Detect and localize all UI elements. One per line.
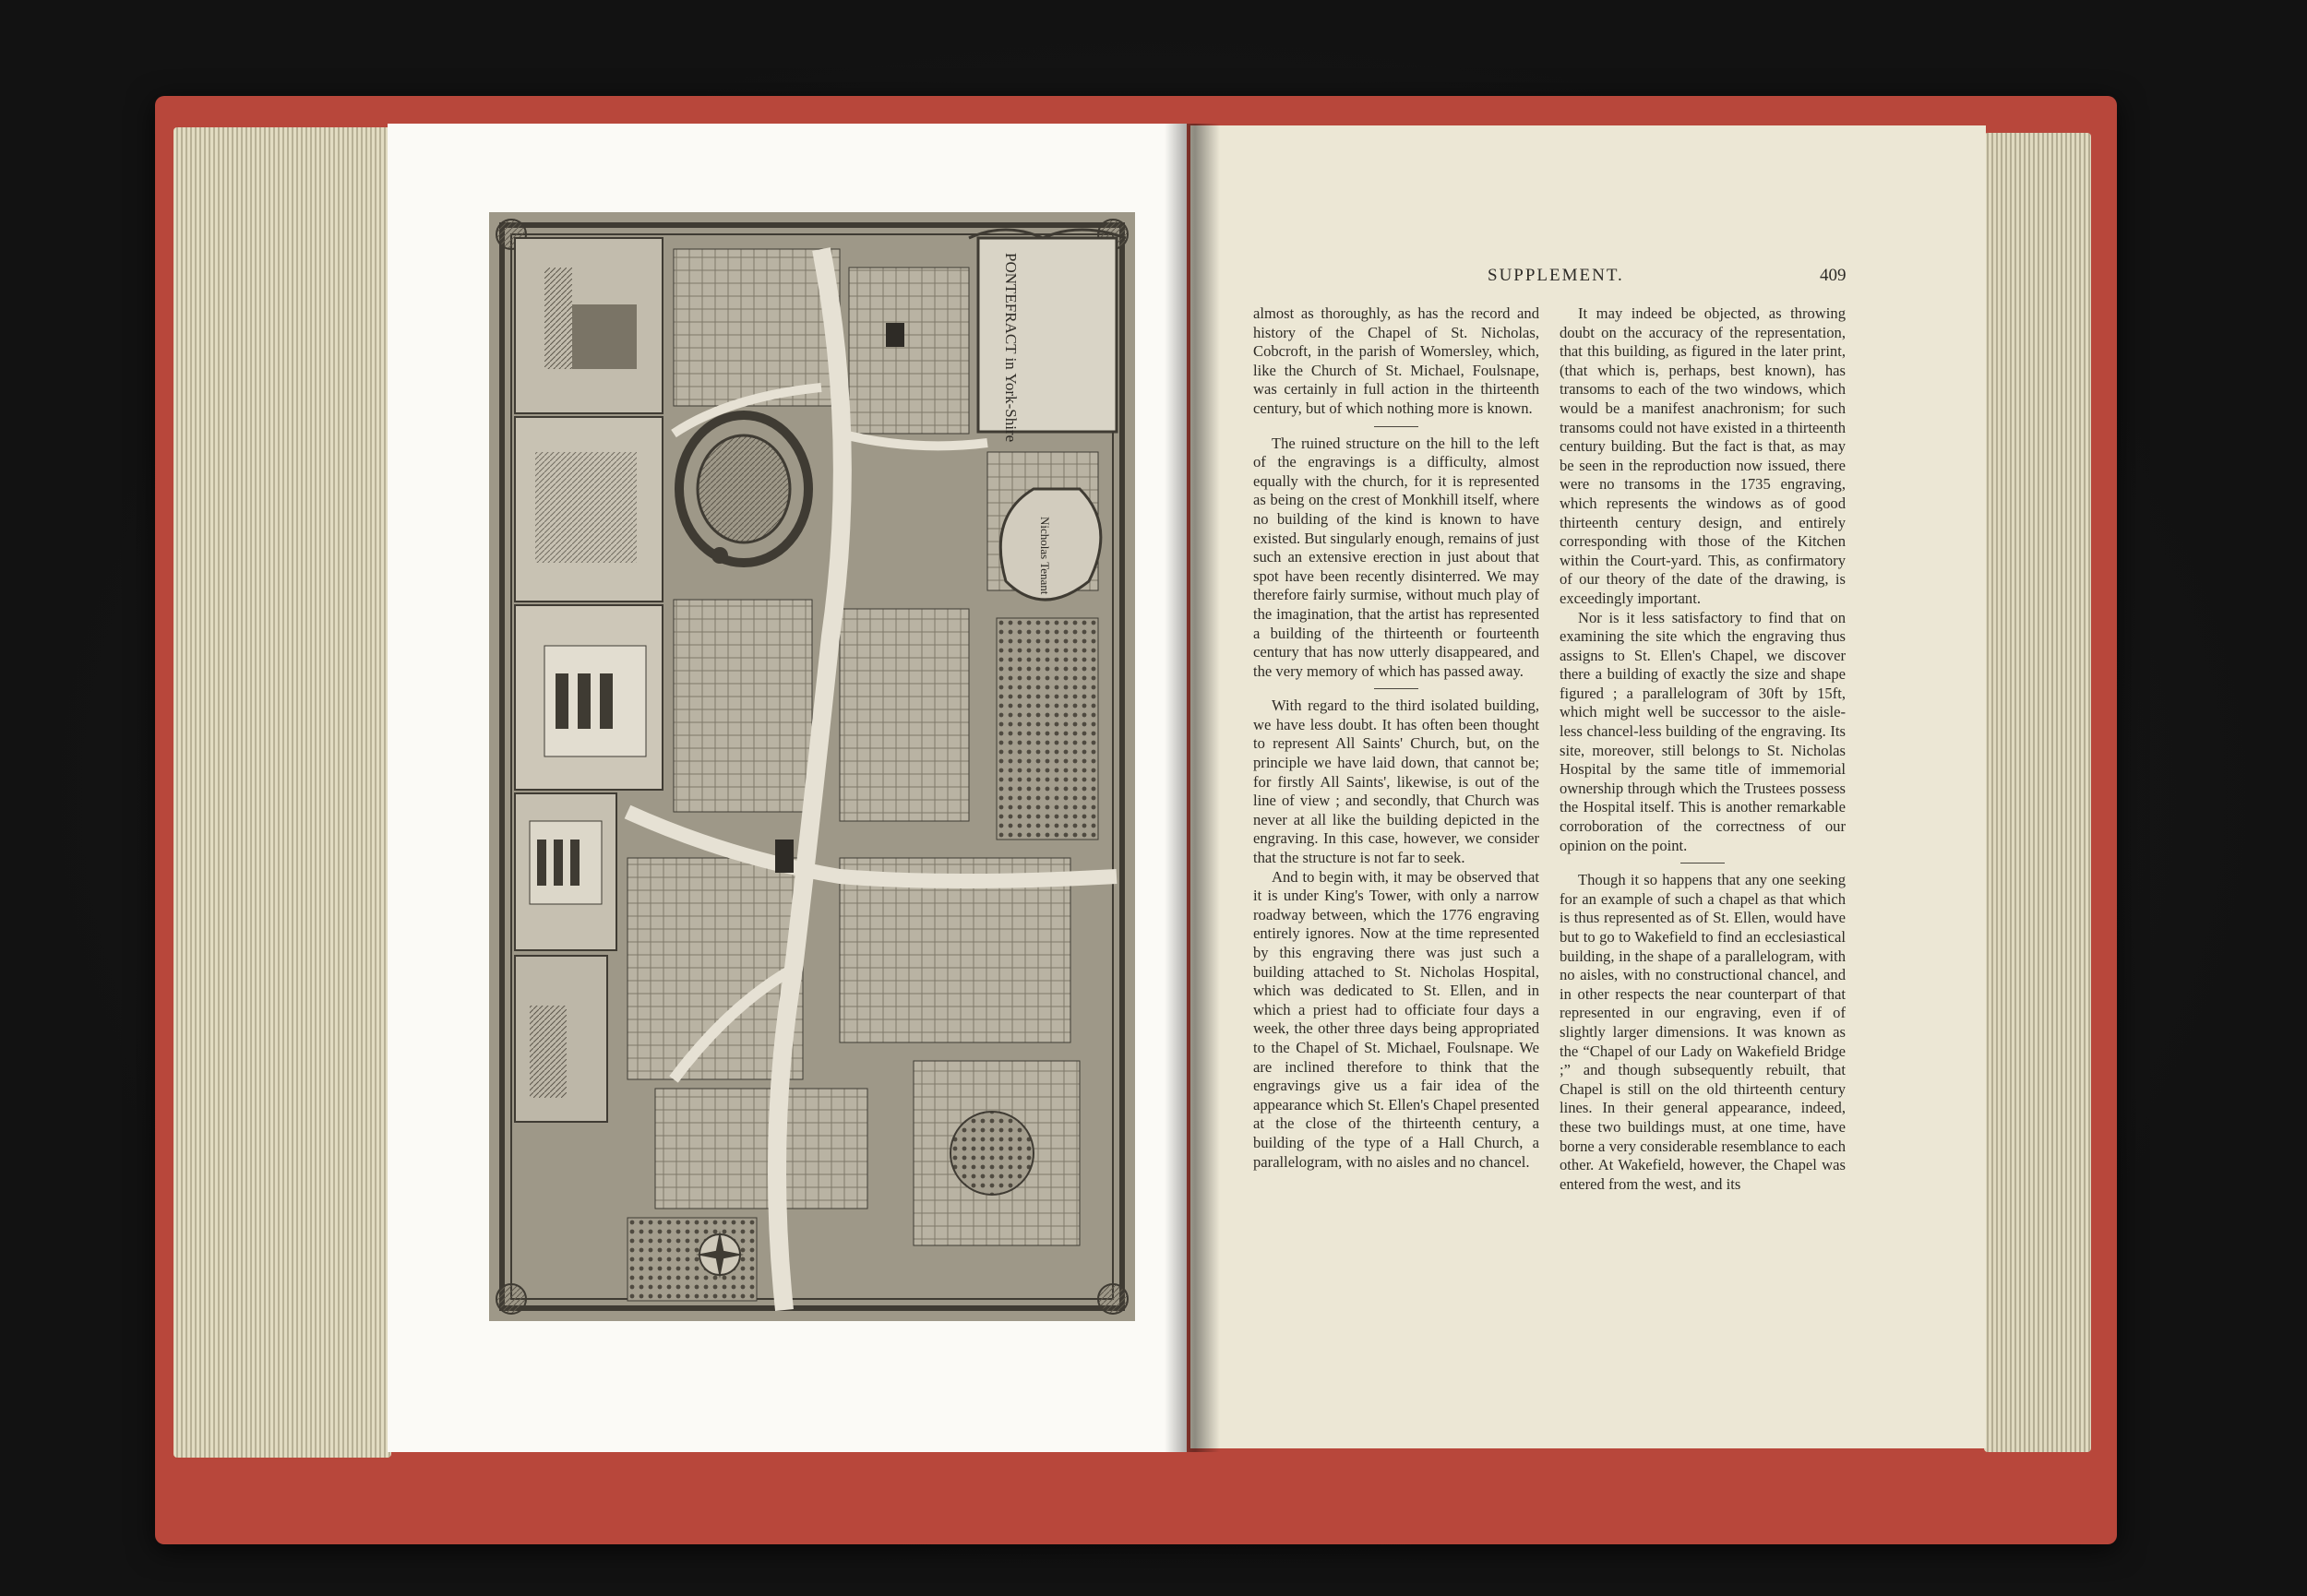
- paragraph: The ruined structure on the hill to the left of the engravings is a difficulty, almost equally with the church, for it is represented as being on the crest of Monkhill itself, where no building of the kind is known to have existed. But singularly enough, remains of just such an extensive erection in just about that spot have been recently disinterred. We may therefore fairly surmise, without much play of the imagination, that the artist has represented a building of the thirteenth or fourteenth century that has now utterly disappeared, and the very memory of which has passed away.: [1253, 434, 1539, 680]
- page-edges-left: [173, 127, 391, 1458]
- page-number: 409: [1820, 266, 1847, 285]
- text-column-right: [1560, 304, 1846, 1194]
- map-engraving: [489, 212, 1135, 1321]
- paragraph: And to begin with, it may be observed that it is under King's Tower, with only a narrow roadway between, which the 1776 engraving entirely ignores. Now at the time represented by this engraving there was just such a building attached to St. Nicholas Hospital, which was dedicated to St. Ellen, and in which a priest had to officiate four days a week, the other three days being appropriated to the Chapel of St. Michael, Foulsnape. We are inclined therefore to think that the engravings give us a fair idea of the appearance which St. Ellen's Chapel presented at the close of the thirteenth century, a building of the type of a Hall Church, a parallelogram, with no aisles and no chancel.: [1253, 867, 1539, 1171]
- page-edges-right: [1984, 133, 2091, 1452]
- text-column-left: [1253, 304, 1539, 1172]
- section-rule: [1680, 863, 1725, 864]
- paragraph: Nor is it less satisfactory to find that on examining the site which the engraving thus assigns to St. Ellen's Chapel, we discover there a building of exactly the size and shape figured ; a parallelogram of 30ft by 15ft, which might well be successor to the aisle-less chancel-less building of the engraving. Its site, moreover, still belongs to St. Nicholas Hospital by the same title of immemorial ownership through which the Trustees possess the Hospital itself. This is another remarkable corroboration of the correctness of our opinion on the point.: [1560, 608, 1846, 854]
- book-gutter: [1165, 124, 1220, 1452]
- running-head: SUPPLEMENT.: [1488, 266, 1624, 285]
- map-title: PONTEFRACT in York-Shire: [1002, 253, 1020, 443]
- map-cartouche-text: Nicholas Tenant: [1038, 517, 1052, 595]
- paragraph: Though it so happens that any one seeking for an example of such a chapel as that which is thus represented as of St. Ellen, would have but to go to Wakefield to find an ecclesiastical building, in the shape of a parallelogram, with no aisles, with no constructional chancel, and in other respects the near counterpart of that represented in our engraving, even if of slightly larger dimensions. It was known as the “Chapel of our Lady on Wakefield Bridge ;” and though subsequently rebuilt, that Chapel is still on the old thirteenth century lines. In their general appearance, indeed, these two buildings must, at one time, have borne a very considerable resemblance to each other. At Wakefield, however, the Chapel was entered from the west, and its: [1560, 871, 1846, 1193]
- paragraph: It may indeed be objected, as throwing doubt on the accuracy of the representation, that this building, as figured in the later print, (that which is, perhaps, best known), has transoms to each of the two windows, which would be a manifest anachronism; for such transoms could not have existed in a thirteenth century building. But the fact is that, as may be seen in the reproduction now issued, there were no transoms in the 1735 engraving, which represents the windows as of good thirteenth century design, and entirely corresponding with those of the Kitchen within the Court-yard. This, as confirmatory of our theory of the date of the drawing, is exceedingly important.: [1560, 304, 1846, 607]
- section-rule: [1374, 426, 1418, 427]
- paragraph: almost as thoroughly, as has the record and history of the Chapel of St. Nicholas, Cobcroft, in the parish of Womersley, which, like the Church of St. Michael, Foulsnape, was certainly in full action in the thirteenth century, but of which nothing more is known.: [1253, 304, 1539, 417]
- section-rule: [1374, 688, 1418, 689]
- map-plate: [489, 212, 1135, 1321]
- paragraph: With regard to the third isolated building, we have less doubt. It has often been thought to represent All Saints' Church, but, on the principle we have laid down, that cannot be; for firstly All Saints', likewise, is out of the line of view ; and secondly, that Church was never at all like the building depicted in the engraving. In this case, however, we consider that the structure is not far to seek.: [1253, 697, 1539, 867]
